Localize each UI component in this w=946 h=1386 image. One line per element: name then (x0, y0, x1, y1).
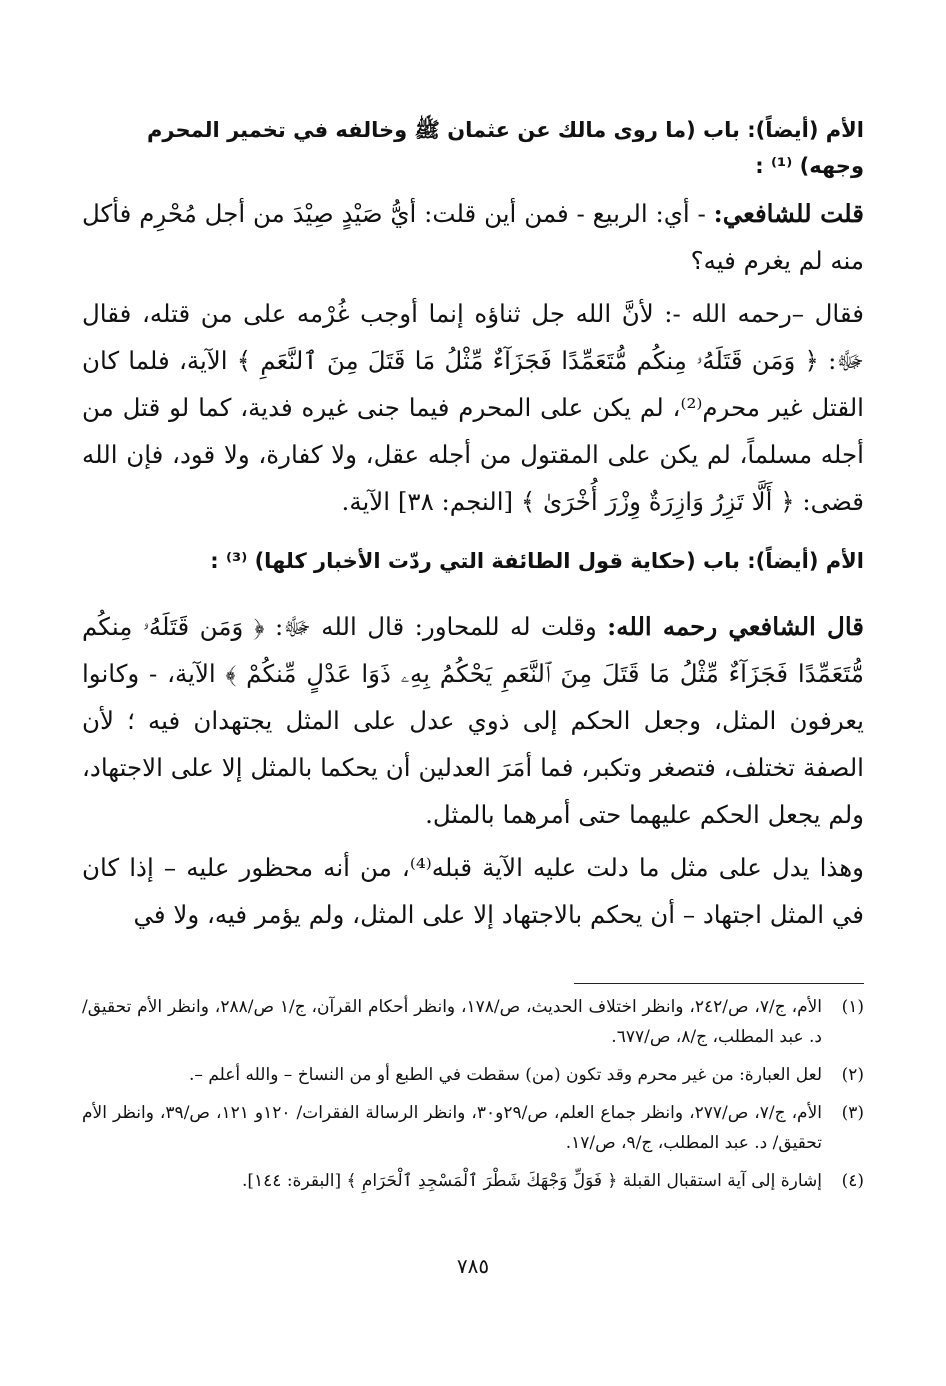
paragraph-text: - أي: الربيع - فمن أين قلت: أيُّ صَيْدٍ صِيْدَ من أجل مُحْرِم فأكل منه لم يغرم فيه؟ (82, 199, 864, 275)
footnote-text: الأم، ج/٧، ص/٢٧٧، وانظر جماع العلم، ص/٢٩و٣٠، وانظر الرسالة الفقرات/ ١٢٠و ١٢١، ص/٣٩، وانظر الأم تحقيق/ د. عبد المطلب، ج/٩، ص/١٧. (82, 1103, 823, 1153)
footnote-number: (٢) (841, 1065, 864, 1085)
paragraph-question (82, 190, 864, 284)
footnote-text: الأم، ج/٧، ص/٢٤٢، وانظر اختلاف الحديث، ص/١٧٨، وانظر أحكام القرآن، ج/١ ص/٢٨٨، وانظر الأم تحقيق/ د. عبد المطلب، ج/٨، ص/٦٧٧. (82, 997, 823, 1047)
footnote (82, 1060, 864, 1090)
paragraph-lead: قلت للشافعي: (713, 199, 864, 228)
section-heading-1: الأم (أيضاً): باب (ما روى مالك عن عثمان ﷺ وخالفه في تخمير المحرم وجهه) ⁽¹⁾ : (147, 118, 864, 178)
footnotes (82, 992, 864, 1204)
footnote-text: لعل العبارة: من غير محرم وقد تكون (من) سقطت في الطبع أو من النساخ – والله أعلم –. (189, 1065, 822, 1085)
paragraph-answer: فقال –رحمه الله -: لأنَّ الله جل ثناؤه إنما أوجب غُرْمه على من قتله، فقال ﷻ: ﴿ وَمَن قَتَلَهُۥ مِنكُم مُّتَعَمِّدًا فَجَزَآءٌ مِّثْلُ مَا قَتَلَ مِنَ ٱلنَّعَمِ ﴾ الآية، فلما كان القتل غير محرم⁽²⁾، لم يكن على المحرم فيما جنى غيره فدية، كما لو قتل من أجله مسلماً، لم يكن على المقتول من أجله عقل، ولا كفارة، ولا قود، فإن الله قضى: ﴿ أَلَّا تَزِرُ وَازِرَةٌ وِزْرَ أُخْرَىٰ ﴾ [النجم: ٣٨] الآية. (82, 299, 864, 516)
page-number: ٧٨٥ (456, 1254, 490, 1278)
footnote-text: إشارة إلى آية استقبال القبلة ﴿ فَوَلِّ وَجْهَكَ شَطْرَ ٱلْمَسْجِدِ ٱلْحَرَامِ ﴾ [البقرة: ١٤٤]. (241, 1171, 822, 1191)
footnote (82, 1166, 864, 1196)
footnote-number: (١) (841, 997, 864, 1017)
footnote-number: (٣) (841, 1103, 864, 1123)
footnote (82, 992, 864, 1052)
footnote (82, 1098, 864, 1158)
paragraph-text: وقلت له للمحاور: قال الله ﷻ: ﴿ وَمَن قَتَلَهُۥ مِنكُم مُّتَعَمِّدًا فَجَزَآءٌ مِّثْلُ مَا قَتَلَ مِنَ ٱلنَّعَمِ يَحْكُمُ بِهِۦ ذَوَا عَدْلٍ مِّنكُمْ ﴾ الآية، - وكانوا يعرفون المثل، وجعل الحكم إلى ذوي عدل على المثل يجتهدان فيه ؛ لأن الصفة تختلف، فتصغر وتكبر، فما أمَرَ العدلين أن يحكما بالمثل إلا على الاجتهاد، ولم يجعل الحكم عليهما حتى أمرهما بالمثل. (82, 612, 864, 829)
paragraph-continuation: وهذا يدل على مثل ما دلت عليه الآية قبله⁽⁴⁾، من أنه محظور عليه – إذا كان في المثل اجتهاد – أن يحكم بالاجتهاد إلا على المثل، ولم يؤمر فيه، ولا في (82, 853, 864, 929)
section-heading-2: الأم (أيضاً): باب (حكاية قول الطائفة التي ردّت الأخبار كلها) ⁽³⁾ : (210, 549, 864, 573)
paragraph-shafii (82, 603, 864, 838)
paragraph-lead: قال الشافعي رحمه الله: (607, 612, 865, 641)
footnote-number: (٤) (841, 1171, 864, 1191)
footnote-divider (574, 983, 864, 984)
